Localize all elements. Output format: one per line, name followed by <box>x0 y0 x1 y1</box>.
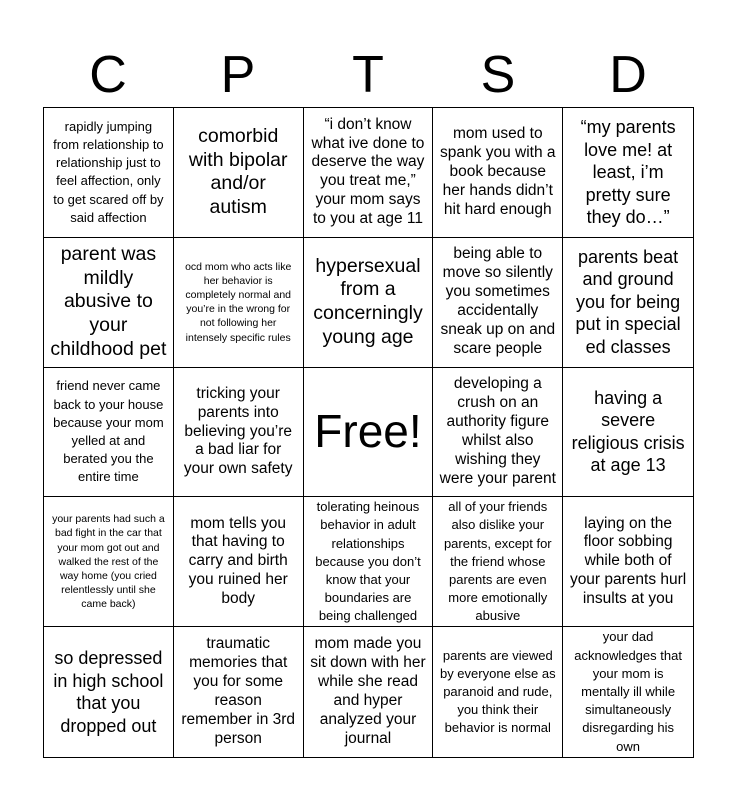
bingo-cell-r4c2[interactable]: mom tells you that having to carry and birth you ruined her body <box>174 497 304 627</box>
bingo-cell-r5c2[interactable]: traumatic memories that you for some reason remember in 3rd person <box>174 627 304 757</box>
bingo-header <box>43 44 693 106</box>
bingo-cell-r2c5[interactable]: parents beat and ground you for being put in special ed classes <box>563 238 693 368</box>
bingo-cell-r5c5[interactable]: your dad acknowledges that your mom is mentally ill while simultaneously disregarding his own <box>574 629 682 754</box>
bingo-cell-r1c4[interactable]: mom used to spank you with a book because her hands didn’t hit hard enough <box>433 108 563 238</box>
bingo-cell-r3c2[interactable]: tricking your parents into believing you’re a bad liar for your own safety <box>174 368 304 498</box>
bingo-cell-r5c1[interactable]: so depressed in high school that you dropped out <box>44 627 174 757</box>
bingo-cell-r4c5[interactable]: laying on the floor sobbing while both of your parents hurl insults at you <box>563 497 693 627</box>
bingo-card-grid <box>43 107 694 758</box>
bingo-cell-r1c2[interactable]: comorbid with bipolar and/or autism <box>174 108 304 238</box>
bingo-cell-r4c1[interactable]: your parents had such a bad fight in the car that your mom got out and walked the rest of the way home (you cried relentlessly until she came back) <box>44 497 174 627</box>
header-letter-t: T <box>352 46 384 104</box>
bingo-cell-r3c4[interactable]: developing a crush on an authority figure whilst also wishing they were your parent <box>433 368 563 498</box>
bingo-cell-r4c3[interactable]: tolerating heinous behavior in adult relationships because you don’t know that your boundaries are being challenged <box>304 497 434 627</box>
bingo-cell-r2c1[interactable]: parent was mildly abusive to your childhood pet <box>44 238 174 368</box>
header-letter-p: P <box>220 46 256 104</box>
header-letter-d: D <box>609 46 647 104</box>
bingo-cell-r5c3[interactable]: mom made you sit down with her while she read and hyper analyzed your journal <box>304 627 434 757</box>
bingo-cell-r3c5[interactable]: having a severe religious crisis at age 13 <box>563 368 693 498</box>
header-letter-s: S <box>480 46 516 104</box>
bingo-cell-r2c4[interactable]: being able to move so silently you sometimes accidentally sneak up on and scare people <box>433 238 563 368</box>
bingo-cell-r1c1[interactable]: rapidly jumping from relationship to relationship just to feel affection, only to get scared off by said affection <box>44 108 174 238</box>
bingo-cell-r1c3[interactable]: “i don’t know what ive done to deserve the way you treat me,” your mom says to you at age 11 <box>304 108 434 238</box>
bingo-cell-r2c3[interactable]: hypersexual from a concerningly young age <box>304 238 434 368</box>
bingo-free-space[interactable]: Free! <box>304 368 434 498</box>
bingo-cell-r4c4[interactable]: all of your friends also dislike your parents, except for the friend whose parents are even more emotionally abusive <box>433 497 563 627</box>
bingo-cell-r3c1[interactable]: friend never came back to your house because your mom yelled at and berated you the entire time <box>44 368 174 498</box>
bingo-cell-r2c2[interactable]: ocd mom who acts like her behavior is completely normal and you’re in the wrong for not following her intensely specific rules <box>174 238 304 368</box>
header-letter-c: C <box>89 46 127 104</box>
bingo-cell-r5c4[interactable]: parents are viewed by everyone else as paranoid and rude, you think their behavior is normal <box>433 627 563 757</box>
bingo-cell-r1c5[interactable]: “my parents love me! at least, i’m pretty sure they do…” <box>563 108 693 238</box>
